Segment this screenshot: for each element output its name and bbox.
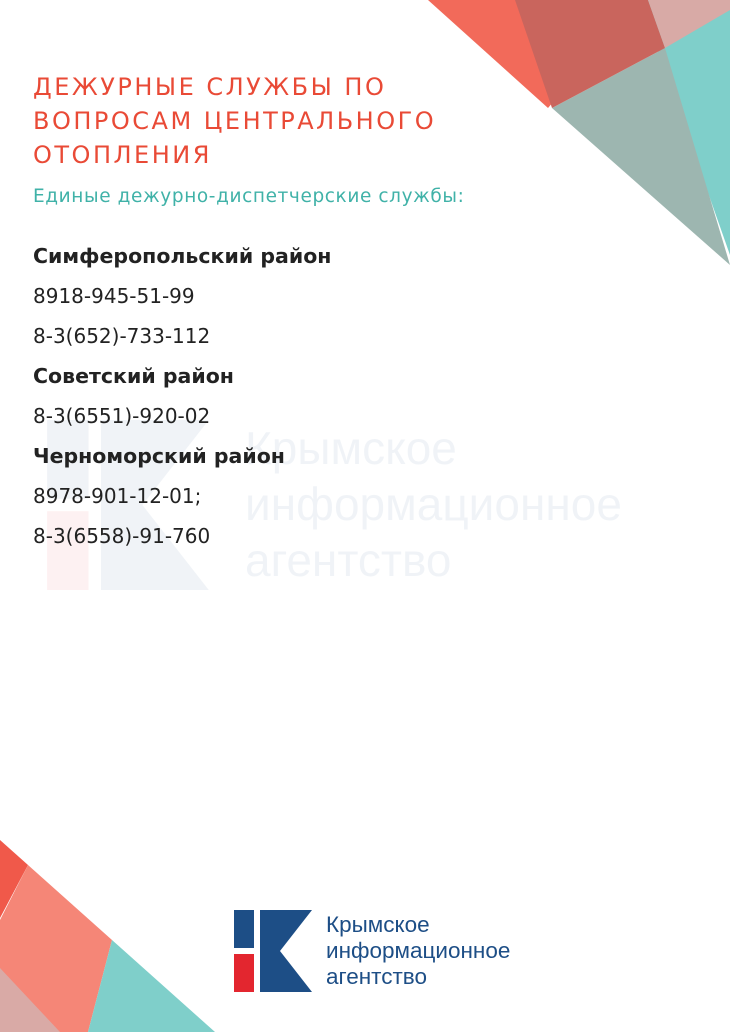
- agency-logo-text: [326, 912, 510, 990]
- logo-line-1: Крымское: [326, 912, 430, 937]
- phone-number: 8918-945-51-99: [33, 284, 195, 308]
- watermark-line-1: Крымское: [245, 422, 457, 474]
- phone-number: 8-3(6558)-91-760: [33, 524, 211, 548]
- title-line-3: ОТОПЛЕНИЯ: [33, 141, 212, 169]
- phone-number: 8-3(6551)-920-02: [33, 404, 211, 428]
- districts-list: [33, 240, 533, 560]
- logo-line-3: агентство: [326, 964, 427, 989]
- district-name: Советский район: [33, 364, 234, 388]
- watermark-line-2: информационное: [245, 478, 622, 530]
- title-line-1: ДЕЖУРНЫЕ СЛУЖБЫ ПО: [33, 73, 387, 101]
- district-name: Симферопольский район: [33, 244, 332, 268]
- district-name: Черноморский район: [33, 444, 285, 468]
- phone-number: 8-3(652)-733-112: [33, 324, 211, 348]
- subtitle: Единые дежурно-диспетчерские службы:: [33, 186, 465, 207]
- agency-logo: [234, 910, 554, 1000]
- logo-line-2: информационное: [326, 938, 511, 963]
- agency-logo-mark-icon: [234, 910, 314, 992]
- watermark-line-3: агентство: [245, 534, 452, 586]
- phone-number: 8978-901-12-01;: [33, 484, 202, 508]
- page-title: [33, 70, 553, 172]
- title-line-2: ВОПРОСАМ ЦЕНТРАЛЬНОГО: [33, 107, 437, 135]
